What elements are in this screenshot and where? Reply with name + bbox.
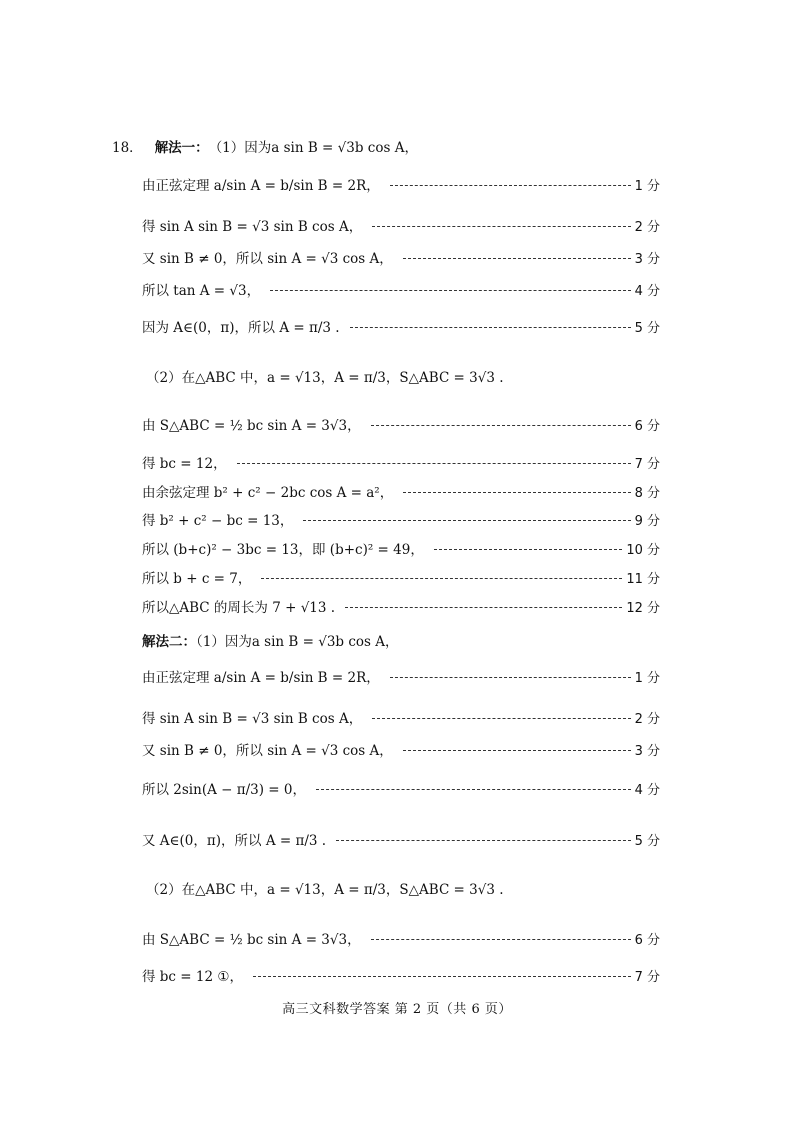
solution-line: 因为 A∈(0，π)，所以 A = π/3 . 5 分 — [142, 306, 660, 346]
solution-line: 又 sin B ≠ 0，所以 sin A = √3 cos A， 3 分 — [142, 246, 660, 268]
method2-heading — [142, 630, 399, 650]
score: 6 分 — [634, 932, 660, 948]
score: 10 分 — [626, 542, 660, 558]
dotted-leader — [303, 520, 630, 521]
dotted-leader — [261, 578, 622, 579]
score: 7 分 — [634, 456, 660, 472]
dotted-leader — [434, 549, 622, 550]
solution-line: （2）在△ABC 中，a = √13，A = π/3，S△ABC = 3√3 . — [146, 370, 504, 386]
score: 5 分 — [634, 833, 660, 849]
dotted-leader — [253, 976, 631, 977]
score: 1 分 — [634, 670, 660, 686]
solution-line: 由正弦定理 a/sin A = b/sin B = 2R， 1 分 — [142, 164, 660, 204]
score: 6 分 — [634, 418, 660, 434]
score: 9 分 — [634, 513, 660, 529]
dotted-leader — [316, 789, 631, 790]
solution-line: 由 S△ABC = ½ bc sin A = 3√3， 6 分 — [142, 918, 660, 958]
dotted-leader — [336, 840, 631, 841]
solution-line: 得 sin A sin B = √3 sin B cos A， 2 分 — [142, 214, 660, 236]
method2-intro: （1）因为a sin B = √3b cos A， — [196, 634, 399, 650]
solution-line: 由余弦定理 b² + c² − 2bc cos A = a²， 8 分 — [142, 480, 660, 502]
dotted-leader — [350, 327, 631, 328]
solution-line: 所以 b + c = 7， 11 分 — [142, 566, 660, 588]
dotted-leader — [372, 718, 630, 719]
score: 3 分 — [634, 743, 660, 759]
score: 2 分 — [634, 219, 660, 235]
score: 2 分 — [634, 711, 660, 727]
dotted-leader — [372, 226, 630, 227]
score: 12 分 — [626, 600, 660, 616]
score: 8 分 — [634, 485, 660, 501]
method1-title: 解法一： — [154, 140, 209, 156]
solution-line: 又 sin B ≠ 0，所以 sin A = √3 cos A， 3 分 — [142, 738, 660, 760]
dotted-leader — [390, 677, 631, 678]
solution-line: 由 S△ABC = ½ bc sin A = 3√3， 6 分 — [142, 404, 660, 444]
dotted-leader — [403, 258, 631, 259]
solution-line: 由正弦定理 a/sin A = b/sin B = 2R， 1 分 — [142, 656, 660, 696]
dotted-leader — [371, 425, 631, 426]
score: 4 分 — [634, 283, 660, 299]
dotted-leader — [345, 607, 622, 608]
score: 7 分 — [634, 969, 660, 985]
dotted-leader — [270, 290, 631, 291]
dotted-leader — [371, 939, 631, 940]
score: 11 分 — [626, 571, 660, 587]
method1-intro: （1）因为a sin B = √3b cos A， — [208, 140, 418, 156]
score: 5 分 — [634, 320, 660, 336]
problem-heading — [112, 136, 418, 156]
problem-number: 18． — [112, 140, 143, 156]
solution-line: 得 bc = 12， 7 分 — [142, 451, 660, 473]
dotted-leader — [390, 185, 631, 186]
page-footer: 高三文科数学答案 第 2 页（共 6 页） — [282, 1002, 512, 1017]
score: 3 分 — [634, 251, 660, 267]
solution-line: 所以 2sin(A − π/3) = 0， 4 分 — [142, 768, 660, 808]
solution-line: 得 bc = 12 ①， 7 分 — [142, 964, 660, 986]
solution-line: 得 b² + c² − bc = 13， 9 分 — [142, 508, 660, 530]
method2-title: 解法二： — [142, 634, 196, 650]
solution-line: 所以△ABC 的周长为 7 + √13 . 12 分 — [142, 595, 660, 617]
solution-line: 又 A∈(0，π)，所以 A = π/3 . 5 分 — [142, 819, 660, 859]
solution-line: 所以 tan A = √3， 4 分 — [142, 278, 660, 300]
score: 4 分 — [634, 782, 660, 798]
solution-line: 得 sin A sin B = √3 sin B cos A， 2 分 — [142, 706, 660, 728]
solution-line: （2）在△ABC 中，a = √13，A = π/3，S△ABC = 3√3 . — [146, 882, 504, 898]
solution-line: 所以 (b+c)² − 3bc = 13，即 (b+c)² = 49， 10 分 — [142, 537, 660, 559]
dotted-leader — [403, 750, 631, 751]
score: 1 分 — [634, 178, 660, 194]
dotted-leader — [403, 492, 630, 493]
dotted-leader — [237, 463, 631, 464]
